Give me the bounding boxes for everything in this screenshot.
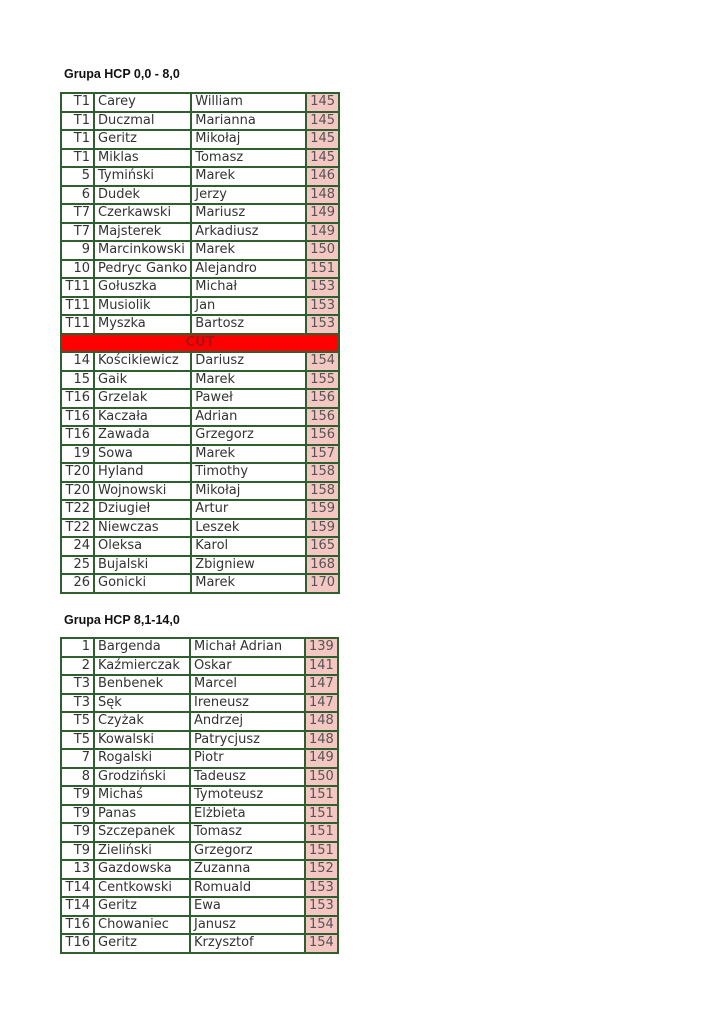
position-cell: 14	[62, 353, 95, 372]
last-name-cell: Szczepanek	[95, 824, 191, 843]
score-cell: 153	[307, 316, 338, 335]
last-name-cell: Hyland	[95, 464, 192, 483]
first-name-cell: Karol	[192, 538, 307, 557]
first-name-cell: Tomasz	[192, 150, 307, 169]
table-row	[62, 575, 338, 592]
first-name-cell: Bartosz	[192, 316, 307, 335]
first-name-cell: Patrycjusz	[191, 732, 306, 751]
table-row	[62, 427, 338, 446]
last-name-cell: Kowalski	[95, 732, 191, 751]
position-cell: T16	[62, 935, 95, 952]
first-name-cell: Leszek	[192, 520, 307, 539]
last-name-cell: Carey	[95, 94, 192, 113]
table-row	[62, 187, 338, 206]
first-name-cell: Marianna	[192, 113, 307, 132]
table-row	[62, 131, 338, 150]
table-row	[62, 205, 338, 224]
first-name-cell: Andrzej	[191, 713, 306, 732]
score-cell: 139	[306, 639, 337, 658]
first-name-cell: Mariusz	[192, 205, 307, 224]
position-cell: T5	[62, 713, 95, 732]
score-cell: 151	[306, 843, 337, 862]
table-row	[62, 557, 338, 576]
position-cell: T5	[62, 732, 95, 751]
first-name-cell: Zuzanna	[191, 861, 306, 880]
score-cell: 153	[307, 279, 338, 298]
table-row	[62, 261, 338, 280]
score-cell: 165	[307, 538, 338, 557]
score-cell: 154	[306, 935, 337, 952]
table-row	[62, 639, 337, 658]
last-name-cell: Gołuszka	[95, 279, 192, 298]
first-name-cell: Marek	[192, 242, 307, 261]
last-name-cell: Geritz	[95, 898, 191, 917]
last-name-cell: Grodziński	[95, 769, 191, 788]
score-cell: 145	[307, 150, 338, 169]
last-name-cell: Majsterek	[95, 224, 192, 243]
score-cell: 146	[307, 168, 338, 187]
last-name-cell: Michaś	[95, 787, 191, 806]
first-name-cell: Arkadiusz	[192, 224, 307, 243]
group-title-2: Grupa HCP 8,1-14,0	[64, 613, 180, 627]
score-cell: 145	[307, 94, 338, 113]
last-name-cell: Gaik	[95, 372, 192, 391]
table-row	[62, 750, 337, 769]
position-cell: 24	[62, 538, 95, 557]
first-name-cell: Janusz	[191, 917, 306, 936]
position-cell: T1	[62, 113, 95, 132]
table-row	[62, 501, 338, 520]
position-cell: 13	[62, 861, 95, 880]
score-cell: 159	[307, 520, 338, 539]
position-cell: T11	[62, 279, 95, 298]
table-row	[62, 390, 338, 409]
score-cell: 159	[307, 501, 338, 520]
table-row	[62, 676, 337, 695]
last-name-cell: Czyżak	[95, 713, 191, 732]
first-name-cell: Marcel	[191, 676, 306, 695]
first-name-cell: Tymoteusz	[191, 787, 306, 806]
last-name-cell: Dziugieł	[95, 501, 192, 520]
last-name-cell: Zawada	[95, 427, 192, 446]
last-name-cell: Miklas	[95, 150, 192, 169]
position-cell: T14	[62, 880, 95, 899]
last-name-cell: Bargenda	[95, 639, 191, 658]
position-cell: T9	[62, 824, 95, 843]
group-title-1: Grupa HCP 0,0 - 8,0	[64, 67, 180, 81]
score-cell: 145	[307, 113, 338, 132]
table-row	[62, 150, 338, 169]
first-name-cell: Timothy	[192, 464, 307, 483]
position-cell: T9	[62, 806, 95, 825]
first-name-cell: Marek	[192, 446, 307, 465]
table-row	[62, 353, 338, 372]
table-row	[62, 242, 338, 261]
table-row	[62, 94, 338, 113]
position-cell: T11	[62, 316, 95, 335]
score-cell: 154	[306, 917, 337, 936]
last-name-cell: Chowaniec	[95, 917, 191, 936]
position-cell: T1	[62, 94, 95, 113]
table-row	[62, 917, 337, 936]
table-row	[62, 409, 338, 428]
first-name-cell: William	[192, 94, 307, 113]
first-name-cell: Ireneusz	[191, 695, 306, 714]
first-name-cell: Jerzy	[192, 187, 307, 206]
table-row	[62, 372, 338, 391]
first-name-cell: Romuald	[191, 880, 306, 899]
score-cell: 156	[307, 409, 338, 428]
table-row	[62, 520, 338, 539]
last-name-cell: Centkowski	[95, 880, 191, 899]
position-cell: 19	[62, 446, 95, 465]
position-cell: 15	[62, 372, 95, 391]
table-row	[62, 695, 337, 714]
first-name-cell: Zbigniew	[192, 557, 307, 576]
last-name-cell: Marcinkowski	[95, 242, 192, 261]
score-cell: 158	[307, 464, 338, 483]
last-name-cell: Kaźmierczak	[95, 658, 191, 677]
first-name-cell: Elżbieta	[191, 806, 306, 825]
position-cell: T16	[62, 390, 95, 409]
last-name-cell: Wojnowski	[95, 483, 192, 502]
score-cell: 158	[307, 483, 338, 502]
score-cell: 148	[307, 187, 338, 206]
score-cell: 157	[307, 446, 338, 465]
position-cell: 10	[62, 261, 95, 280]
position-cell: 8	[62, 769, 95, 788]
position-cell: T22	[62, 520, 95, 539]
results-table-group-1	[60, 92, 340, 594]
score-cell: 154	[307, 353, 338, 372]
score-cell: 168	[307, 557, 338, 576]
score-cell: 145	[307, 131, 338, 150]
table-row	[62, 898, 337, 917]
table-row	[62, 861, 337, 880]
last-name-cell: Dudek	[95, 187, 192, 206]
last-name-cell: Geritz	[95, 935, 191, 952]
position-cell: 25	[62, 557, 95, 576]
first-name-cell: Alejandro	[192, 261, 307, 280]
position-cell: 9	[62, 242, 95, 261]
last-name-cell: Zieliński	[95, 843, 191, 862]
score-cell: 141	[306, 658, 337, 677]
last-name-cell: Gonicki	[95, 575, 192, 592]
first-name-cell: Dariusz	[192, 353, 307, 372]
first-name-cell: Mikołaj	[192, 131, 307, 150]
position-cell: T16	[62, 917, 95, 936]
score-cell: 152	[306, 861, 337, 880]
score-cell: 156	[307, 427, 338, 446]
score-cell: 150	[307, 242, 338, 261]
position-cell: T14	[62, 898, 95, 917]
first-name-cell: Marek	[192, 575, 307, 592]
table-row	[62, 446, 338, 465]
position-cell: 5	[62, 168, 95, 187]
first-name-cell: Marek	[192, 168, 307, 187]
last-name-cell: Bujalski	[95, 557, 192, 576]
last-name-cell: Oleksa	[95, 538, 192, 557]
score-cell: 153	[306, 880, 337, 899]
cut-label: CUT	[62, 335, 338, 354]
score-cell: 151	[306, 824, 337, 843]
score-cell: 148	[306, 713, 337, 732]
first-name-cell: Mikołaj	[192, 483, 307, 502]
table-row	[62, 732, 337, 751]
table-row	[62, 224, 338, 243]
table-row	[62, 168, 338, 187]
first-name-cell: Piotr	[191, 750, 306, 769]
position-cell: 26	[62, 575, 95, 592]
first-name-cell: Paweł	[192, 390, 307, 409]
table-row	[62, 824, 337, 843]
position-cell: T20	[62, 464, 95, 483]
position-cell: T7	[62, 224, 95, 243]
score-cell: 151	[306, 806, 337, 825]
position-cell: 7	[62, 750, 95, 769]
table-row	[62, 658, 337, 677]
last-name-cell: Geritz	[95, 131, 192, 150]
first-name-cell: Adrian	[192, 409, 307, 428]
first-name-cell: Jan	[192, 298, 307, 317]
position-cell: T3	[62, 695, 95, 714]
score-cell: 151	[306, 787, 337, 806]
first-name-cell: Tadeusz	[191, 769, 306, 788]
position-cell: T9	[62, 843, 95, 862]
score-cell: 170	[307, 575, 338, 592]
score-cell: 153	[306, 898, 337, 917]
position-cell: T9	[62, 787, 95, 806]
first-name-cell: Artur	[192, 501, 307, 520]
table-row	[62, 298, 338, 317]
last-name-cell: Sowa	[95, 446, 192, 465]
position-cell: T11	[62, 298, 95, 317]
first-name-cell: Grzegorz	[191, 843, 306, 862]
last-name-cell: Panas	[95, 806, 191, 825]
last-name-cell: Kaczała	[95, 409, 192, 428]
table-row	[62, 713, 337, 732]
table-row	[62, 880, 337, 899]
last-name-cell: Duczmal	[95, 113, 192, 132]
last-name-cell: Sęk	[95, 695, 191, 714]
last-name-cell: Benbenek	[95, 676, 191, 695]
last-name-cell: Pedryc Ganko	[95, 261, 192, 280]
last-name-cell: Kościkiewicz	[95, 353, 192, 372]
score-cell: 147	[306, 676, 337, 695]
table-row	[62, 935, 337, 952]
score-cell: 153	[307, 298, 338, 317]
score-cell: 156	[307, 390, 338, 409]
results-table-group-2	[60, 637, 339, 954]
position-cell: T1	[62, 150, 95, 169]
score-cell: 147	[306, 695, 337, 714]
table-row	[62, 316, 338, 335]
position-cell: 6	[62, 187, 95, 206]
score-cell: 150	[306, 769, 337, 788]
score-cell: 148	[306, 732, 337, 751]
position-cell: T16	[62, 409, 95, 428]
position-cell: T22	[62, 501, 95, 520]
table-row	[62, 806, 337, 825]
position-cell: T3	[62, 676, 95, 695]
position-cell: T16	[62, 427, 95, 446]
position-cell: T1	[62, 131, 95, 150]
score-cell: 149	[307, 224, 338, 243]
position-cell: T7	[62, 205, 95, 224]
last-name-cell: Rogalski	[95, 750, 191, 769]
last-name-cell: Musiolik	[95, 298, 192, 317]
last-name-cell: Niewczas	[95, 520, 192, 539]
position-cell: 1	[62, 639, 95, 658]
cut-line-row	[62, 335, 338, 354]
table-row	[62, 538, 338, 557]
table-row	[62, 843, 337, 862]
score-cell: 149	[307, 205, 338, 224]
table-row	[62, 279, 338, 298]
score-cell: 149	[306, 750, 337, 769]
first-name-cell: Michał	[192, 279, 307, 298]
table-row	[62, 464, 338, 483]
table-row	[62, 113, 338, 132]
first-name-cell: Michał Adrian	[191, 639, 306, 658]
last-name-cell: Czerkawski	[95, 205, 192, 224]
last-name-cell: Grzelak	[95, 390, 192, 409]
table-row	[62, 787, 337, 806]
first-name-cell: Oskar	[191, 658, 306, 677]
first-name-cell: Ewa	[191, 898, 306, 917]
score-cell: 151	[307, 261, 338, 280]
last-name-cell: Myszka	[95, 316, 192, 335]
first-name-cell: Tomasz	[191, 824, 306, 843]
score-cell: 155	[307, 372, 338, 391]
first-name-cell: Grzegorz	[192, 427, 307, 446]
first-name-cell: Krzysztof	[191, 935, 306, 952]
position-cell: T20	[62, 483, 95, 502]
first-name-cell: Marek	[192, 372, 307, 391]
position-cell: 2	[62, 658, 95, 677]
last-name-cell: Gazdowska	[95, 861, 191, 880]
table-row	[62, 769, 337, 788]
last-name-cell: Tymiński	[95, 168, 192, 187]
table-row	[62, 483, 338, 502]
